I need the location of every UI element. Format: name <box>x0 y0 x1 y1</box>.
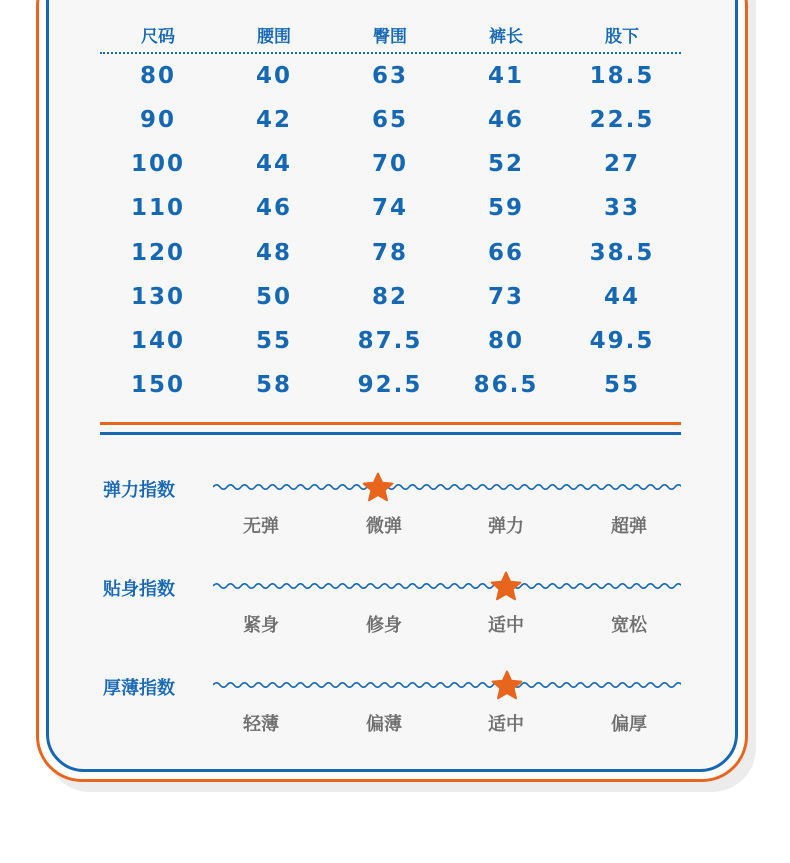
cell-inseam: 18.5 <box>589 63 655 89</box>
option-label: 紧身 <box>243 615 279 636</box>
cell-inseam: 33 <box>603 195 640 221</box>
cell-hip: 70 <box>371 151 408 177</box>
cell-waist: 48 <box>255 240 292 266</box>
cell-length: 59 <box>487 195 524 221</box>
option-label: 微弹 <box>366 516 402 537</box>
cell-size: 140 <box>130 328 185 354</box>
wave-path <box>213 584 681 588</box>
cell-hip: 74 <box>371 195 408 221</box>
table-row <box>100 240 681 270</box>
star-icon <box>490 571 522 601</box>
table-row <box>100 195 681 225</box>
cell-inseam: 38.5 <box>589 240 655 266</box>
cell-inseam: 27 <box>603 151 640 177</box>
cell-length: 52 <box>487 151 524 177</box>
wave-path <box>213 683 681 687</box>
cell-length: 46 <box>487 107 524 133</box>
table-row <box>100 284 681 314</box>
cell-inseam: 49.5 <box>589 328 655 354</box>
table-row <box>100 63 681 93</box>
wave-scale-line <box>213 480 681 494</box>
option-label: 宽松 <box>611 615 647 636</box>
cell-size: 100 <box>130 151 185 177</box>
option-label: 偏薄 <box>366 714 402 735</box>
table-row <box>100 151 681 181</box>
header-divider <box>100 52 681 54</box>
index-title: 弹力指数 <box>103 480 175 501</box>
cell-hip: 63 <box>371 63 408 89</box>
index-fit <box>0 575 790 645</box>
option-label: 偏厚 <box>611 714 647 735</box>
table-row <box>100 107 681 137</box>
header-length: 裤长 <box>489 27 523 47</box>
option-label: 适中 <box>488 615 524 636</box>
cell-waist: 40 <box>255 63 292 89</box>
cell-size: 130 <box>130 284 185 310</box>
index-title: 贴身指数 <box>103 579 175 600</box>
option-label: 弹力 <box>488 516 524 537</box>
index-title: 厚薄指数 <box>103 678 175 699</box>
cell-size: 120 <box>130 240 185 266</box>
header-size: 尺码 <box>141 27 175 47</box>
wave-path <box>213 485 681 489</box>
table-row <box>100 328 681 358</box>
cell-length: 73 <box>487 284 524 310</box>
cell-length: 80 <box>487 328 524 354</box>
wave-scale-line <box>213 678 681 692</box>
header-hip: 臀围 <box>373 27 407 47</box>
cell-size: 110 <box>130 195 185 221</box>
cell-hip: 92.5 <box>357 372 423 398</box>
cell-hip: 65 <box>371 107 408 133</box>
divider-orange <box>100 422 681 425</box>
star-icon <box>491 670 523 700</box>
cell-hip: 87.5 <box>357 328 423 354</box>
index-elasticity <box>0 476 790 546</box>
index-thickness <box>0 674 790 744</box>
cell-waist: 44 <box>255 151 292 177</box>
divider-blue <box>100 432 681 435</box>
cell-length: 86.5 <box>473 372 539 398</box>
cell-inseam: 22.5 <box>589 107 655 133</box>
cell-waist: 42 <box>255 107 292 133</box>
option-label: 无弹 <box>243 516 279 537</box>
wave-scale-line <box>213 579 681 593</box>
cell-inseam: 55 <box>603 372 640 398</box>
option-label: 轻薄 <box>243 714 279 735</box>
cell-size: 80 <box>139 63 176 89</box>
cell-size: 90 <box>139 107 176 133</box>
cell-inseam: 44 <box>603 284 640 310</box>
cell-waist: 46 <box>255 195 292 221</box>
cell-waist: 58 <box>255 372 292 398</box>
size-table-header <box>100 22 681 46</box>
cell-size: 150 <box>130 372 185 398</box>
cell-hip: 82 <box>371 284 408 310</box>
cell-hip: 78 <box>371 240 408 266</box>
option-label: 超弹 <box>611 516 647 537</box>
table-row <box>100 372 681 402</box>
option-label: 修身 <box>366 615 402 636</box>
cell-length: 41 <box>487 63 524 89</box>
cell-length: 66 <box>487 240 524 266</box>
header-waist: 腰围 <box>257 27 291 47</box>
cell-waist: 55 <box>255 328 292 354</box>
header-inseam: 股下 <box>605 27 639 47</box>
option-label: 适中 <box>488 714 524 735</box>
cell-waist: 50 <box>255 284 292 310</box>
star-icon <box>362 472 394 502</box>
